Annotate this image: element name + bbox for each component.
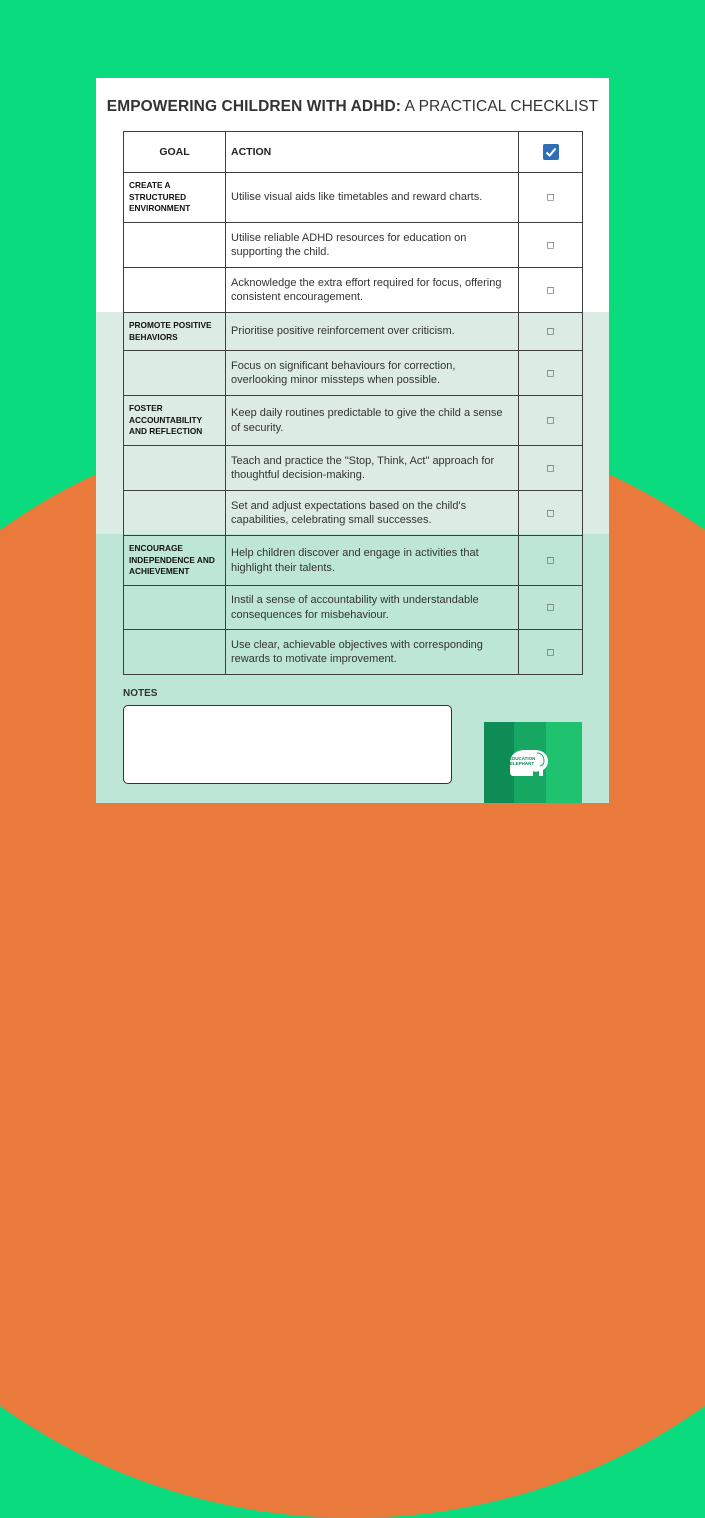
table-row bbox=[124, 313, 583, 351]
goal-cell: FOSTER ACCOUNTABILITY AND REFLECTION bbox=[124, 396, 226, 446]
table-row bbox=[124, 223, 583, 268]
action-cell: Set and adjust expectations based on the child's capabilities, celebrating small successes. bbox=[226, 491, 519, 536]
checkbox[interactable]: ◻ bbox=[519, 536, 583, 586]
table-row bbox=[124, 630, 583, 675]
notes-label: NOTES bbox=[123, 688, 158, 699]
logo-stripe bbox=[546, 722, 582, 803]
checkbox[interactable]: ◻ bbox=[519, 446, 583, 491]
table-row bbox=[124, 491, 583, 536]
goal-cell: ENCOURAGE INDEPENDENCE AND ACHIEVEMENT bbox=[124, 536, 226, 586]
action-cell: Acknowledge the extra effort required for focus, offering consistent encouragement. bbox=[226, 268, 519, 313]
table-row bbox=[124, 536, 583, 586]
checkbox[interactable]: ◻ bbox=[519, 173, 583, 223]
goal-cell bbox=[124, 351, 226, 396]
table-row bbox=[124, 268, 583, 313]
checkbox-checked-icon bbox=[543, 144, 559, 160]
table-row bbox=[124, 586, 583, 630]
checkbox[interactable]: ◻ bbox=[519, 396, 583, 446]
table-row bbox=[124, 173, 583, 223]
action-cell: Utilise reliable ADHD resources for education on supporting the child. bbox=[226, 223, 519, 268]
action-cell: Use clear, achievable objectives with corresponding rewards to motivate improvement. bbox=[226, 630, 519, 675]
logo-line-1: EDUCATION bbox=[509, 756, 536, 761]
action-cell: Prioritise positive reinforcement over criticism. bbox=[226, 313, 519, 351]
page-title bbox=[96, 98, 609, 116]
goal-cell bbox=[124, 586, 226, 630]
table-row bbox=[124, 351, 583, 396]
logo-text bbox=[509, 756, 535, 766]
checklist-table bbox=[123, 131, 583, 675]
checkbox[interactable]: ◻ bbox=[519, 268, 583, 313]
checkbox[interactable]: ◻ bbox=[519, 630, 583, 675]
checkbox[interactable]: ◻ bbox=[519, 223, 583, 268]
checkbox[interactable]: ◻ bbox=[519, 351, 583, 396]
action-cell: Help children discover and engage in activities that highlight their talents. bbox=[226, 536, 519, 586]
action-cell: Keep daily routines predictable to give the child a sense of security. bbox=[226, 396, 519, 446]
table-header-row bbox=[124, 132, 583, 173]
logo-line-2: ELEPHANT bbox=[509, 761, 535, 766]
goal-cell bbox=[124, 446, 226, 491]
action-cell: Instil a sense of accountability with understandable consequences for misbehaviour. bbox=[226, 586, 519, 630]
goal-cell bbox=[124, 630, 226, 675]
education-elephant-logo bbox=[484, 722, 582, 803]
notes-field[interactable] bbox=[123, 705, 452, 784]
checkbox[interactable]: ◻ bbox=[519, 586, 583, 630]
action-header: ACTION bbox=[226, 132, 519, 173]
goal-cell bbox=[124, 491, 226, 536]
action-cell: Focus on significant behaviours for correction, overlooking minor missteps when possible. bbox=[226, 351, 519, 396]
action-cell: Teach and practice the "Stop, Think, Act" approach for thoughtful decision-making. bbox=[226, 446, 519, 491]
action-cell: Utilise visual aids like timetables and reward charts. bbox=[226, 173, 519, 223]
goal-header: GOAL bbox=[124, 132, 226, 173]
goal-cell bbox=[124, 268, 226, 313]
checkbox[interactable]: ◻ bbox=[519, 491, 583, 536]
check-header bbox=[519, 132, 583, 173]
table-row bbox=[124, 396, 583, 446]
checklist-sheet bbox=[96, 78, 609, 803]
title-rest: A PRACTICAL CHECKLIST bbox=[401, 98, 599, 115]
table-row bbox=[124, 446, 583, 491]
goal-cell: PROMOTE POSITIVE BEHAVIORS bbox=[124, 313, 226, 351]
title-bold: EMPOWERING CHILDREN WITH ADHD: bbox=[106, 98, 402, 115]
checkbox[interactable]: ◻ bbox=[519, 313, 583, 351]
goal-cell: CREATE A STRUCTURED ENVIRONMENT bbox=[124, 173, 226, 223]
goal-cell bbox=[124, 223, 226, 268]
